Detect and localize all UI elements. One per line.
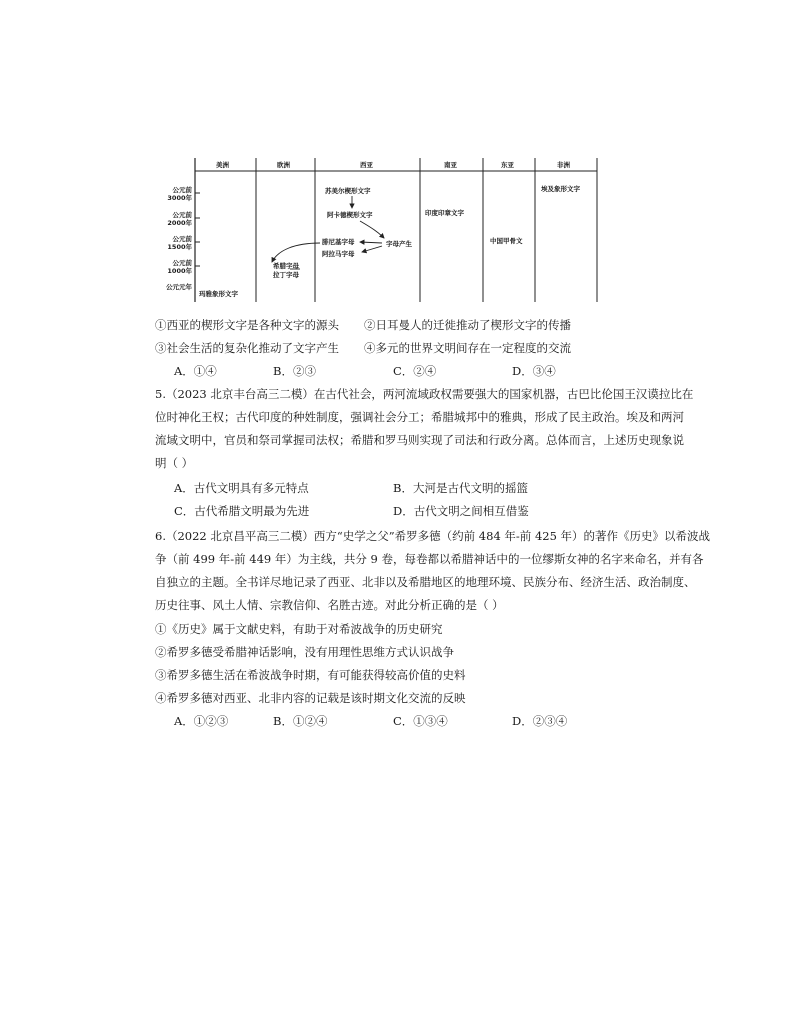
writing-greek: 希腊字母	[273, 262, 299, 270]
q6-line-1: 6.（2022 北京昌平高三二模）西方“史学之父”希罗多德（约前 484 年-前 425 年）的著作《历史》以希波战	[155, 529, 711, 543]
q6-statement-3: ③希罗多德生活在希波战争时期，有可能获得较高价值的史料	[155, 668, 466, 682]
q4-statement-3: ③社会生活的复杂化推动了文字产生	[155, 341, 339, 355]
q5-option-c[interactable]: C．古代希腊文明最为先进	[174, 504, 310, 518]
writing-aramaic: 阿拉马字母	[322, 250, 355, 258]
q4-statement-4: ④多元的世界文明间存在一定程度的交流	[364, 341, 571, 355]
writing-akkad: 阿卡德楔形文字	[327, 211, 373, 219]
figure-grid	[0, 0, 794, 310]
q5-option-a[interactable]: A．古代文明具有多元特点	[174, 481, 309, 495]
writing-maya: 玛雅象形文字	[199, 290, 238, 298]
q4-statement-2: ②日耳曼人的迁徙推动了楔形文字的传播	[364, 318, 571, 332]
time-label-2000bc: 公元前 2000年	[167, 211, 192, 227]
writing-alphabet: 字母产生	[386, 240, 412, 248]
time-label-1000bc: 公元前 1000年	[167, 259, 192, 275]
writing-china: 中国甲骨文	[490, 237, 523, 245]
time-label-3000bc: 公元前 3000年	[167, 186, 192, 202]
header-south-asia: 南亚	[444, 161, 457, 169]
writing-latin: 拉丁字母	[273, 271, 299, 279]
q6-line-2: 争（前 499 年-前 449 年）为主线，共分 9 卷，每卷都以希腊神话中的一位缪斯女神的名字来命名，并有各	[155, 552, 704, 566]
q4-statement-1: ①西亚的楔形文字是各种文字的源头	[155, 318, 339, 332]
q4-option-b[interactable]: B．②③	[273, 364, 316, 378]
q6-statement-1: ①《历史》属于文献史料，有助于对希波战争的历史研究	[155, 622, 443, 636]
header-africa: 非洲	[557, 161, 570, 169]
q4-option-c[interactable]: C．②④	[393, 364, 437, 378]
writing-systems-figure	[0, 0, 794, 310]
q6-option-c[interactable]: C．①③④	[393, 714, 448, 728]
q5-option-d[interactable]: D．古代文明之间相互借鉴	[393, 504, 529, 518]
q6-option-b[interactable]: B．①②④	[273, 714, 328, 728]
q4-option-d[interactable]: D．③④	[512, 364, 556, 378]
q5-option-b[interactable]: B．大河是古代文明的摇篮	[393, 481, 528, 495]
q5-line-2: 位时神化王权；古代印度的种姓制度，强调社会分工；希腊城邦中的雅典，形成了民主政治。埃及和两河	[155, 410, 684, 424]
time-label-1500bc: 公元前 1500年	[167, 235, 192, 251]
q5-line-4: 明（ ）	[155, 456, 194, 470]
q6-option-a[interactable]: A．①②③	[174, 714, 229, 728]
writing-egypt: 埃及象形文字	[541, 185, 580, 193]
q6-line-4: 历史往事、风土人情、宗教信仰、名胜古迹。对此分析正确的是（ ）	[155, 598, 504, 612]
header-americas: 美洲	[216, 161, 229, 169]
header-east-asia: 东亚	[501, 161, 514, 169]
q6-statement-4: ④希罗多德对西亚、北非内容的记载是该时期文化交流的反映	[155, 691, 466, 705]
q5-line-1: 5.（2023 北京丰台高三二模）在古代社会，两河流域政权需要强大的国家机器，古巴比伦国王汉谟拉比在	[155, 387, 694, 401]
q6-option-d[interactable]: D．②③④	[512, 714, 568, 728]
time-label-ad1: 公元元年	[166, 283, 192, 291]
header-west-asia: 西亚	[360, 161, 373, 169]
q4-option-a[interactable]: A．①④	[174, 364, 217, 378]
header-europe: 欧洲	[277, 161, 290, 169]
q5-line-3: 流域文明中，官员和祭司掌握司法权；希腊和罗马则实现了司法和行政分离。总体而言，上述历史现象说	[155, 433, 684, 447]
writing-india: 印度印章文字	[425, 209, 464, 217]
q6-line-3: 自独立的主题。全书详尽地记录了西亚、北非以及希腊地区的地理环境、民族分布、经济生活、政治制度、	[155, 575, 696, 589]
writing-phoenician: 腓尼基字母	[322, 238, 355, 246]
writing-sumer: 苏美尔楔形文字	[325, 187, 371, 195]
q6-statement-2: ②希罗多德受希腊神话影响，没有用理性思维方式认识战争	[155, 645, 454, 659]
